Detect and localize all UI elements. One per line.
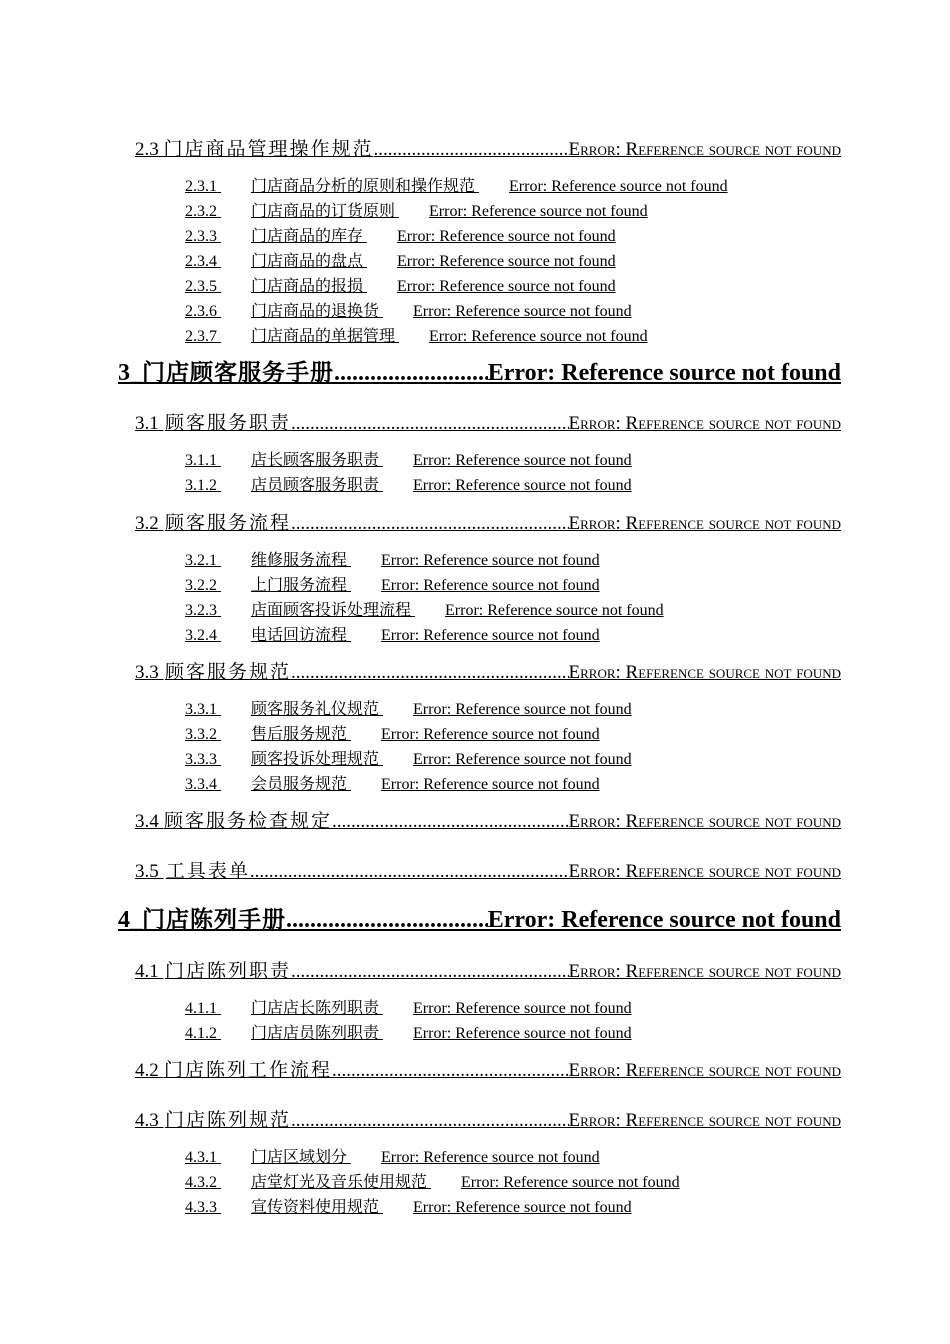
toc-entry-number: 4.3.2 [185, 1174, 217, 1191]
toc-leader [379, 702, 413, 718]
toc-entry-level-3[interactable] [185, 603, 664, 619]
toc-entry-number: 3.3.1 [185, 701, 217, 718]
toc-leader [363, 279, 397, 295]
toc-entry-level-3[interactable] [185, 478, 632, 494]
toc-entry-title: 门店店长陈列职责 [251, 1000, 380, 1017]
toc-entry-level-3[interactable] [185, 777, 600, 793]
toc-entry-reference: Error: Reference source not found [397, 228, 616, 245]
toc-entry-title: 售后服务规范 [251, 726, 348, 743]
toc-leader [347, 727, 381, 743]
toc-number-separator [217, 304, 251, 320]
toc-entry-title: 顾客服务规范 [164, 662, 291, 683]
toc-entry-title: 顾客投诉处理规范 [251, 751, 380, 768]
toc-leader [379, 453, 413, 469]
toc-number-separator [217, 752, 251, 768]
toc-leader [379, 752, 413, 768]
toc-entry-number: 3.3.4 [185, 776, 217, 793]
toc-entry-level-3[interactable] [185, 1150, 600, 1166]
toc-leader [334, 361, 488, 385]
toc-leader [475, 179, 509, 195]
toc-entry-number: 4.2 [135, 1060, 159, 1081]
toc-entry-title: 维修服务流程 [251, 552, 348, 569]
toc-entry-reference: Error: Reference source not found [509, 178, 728, 195]
toc-entry-title: 会员服务规范 [251, 776, 348, 793]
toc-number-separator [217, 204, 251, 220]
toc-entry-title: 门店陈列手册 [142, 907, 286, 932]
toc-entry-level-2[interactable] [135, 414, 841, 433]
toc-entry-title: 顾客服务流程 [164, 513, 291, 534]
toc-leader [291, 414, 569, 433]
toc-entry-level-3[interactable] [185, 553, 600, 569]
toc-entry-title: 门店商品的库存 [251, 228, 364, 245]
toc-entry-reference: Error: Reference source not found [413, 477, 632, 494]
toc-entry-reference: Error: Reference source not found [568, 861, 841, 882]
toc-leader [395, 204, 429, 220]
toc-leader [395, 329, 429, 345]
toc-entry-level-1[interactable] [118, 361, 841, 385]
toc-entry-number: 3.4 [135, 811, 159, 832]
toc-number-separator [159, 862, 166, 881]
toc-leader [363, 254, 397, 270]
toc-leader [347, 578, 381, 594]
toc-entry-number: 4.3.3 [185, 1199, 217, 1216]
toc-entry-level-1[interactable] [118, 908, 841, 932]
toc-leader [291, 962, 569, 981]
toc-entry-title: 店长顾客服务职责 [251, 452, 380, 469]
toc-entry-level-2[interactable] [135, 514, 841, 533]
toc-number-separator [217, 1001, 251, 1017]
toc-entry-number: 3.2.1 [185, 552, 217, 569]
toc-entry-title: 店员顾客服务职责 [251, 477, 380, 494]
toc-entry-title: 顾客服务礼仪规范 [251, 701, 380, 718]
toc-entry-title: 宣传资料使用规范 [251, 1199, 380, 1216]
toc-entry-level-2[interactable] [135, 962, 841, 981]
toc-entry-number: 3.3.2 [185, 726, 217, 743]
toc-entry-title: 顾客服务职责 [164, 413, 291, 434]
toc-entry-title: 门店陈列规范 [164, 1110, 291, 1131]
toc-entry-level-2[interactable] [135, 862, 841, 881]
toc-entry-number: 2.3.5 [185, 278, 217, 295]
toc-number-separator [217, 727, 251, 743]
toc-entry-title: 店堂灯光及音乐使用规范 [251, 1174, 428, 1191]
toc-entry-level-3[interactable] [185, 304, 632, 320]
toc-number-separator [217, 329, 251, 345]
toc-entry-number: 4.3 [135, 1110, 159, 1131]
toc-leader [427, 1175, 461, 1191]
toc-number-separator: _ [130, 907, 142, 933]
toc-number-separator [217, 229, 251, 245]
toc-entry-level-3[interactable] [185, 204, 648, 220]
toc-entry-number: 3.1.2 [185, 477, 217, 494]
toc-leader [291, 514, 569, 533]
toc-entry-number: 4.1.1 [185, 1000, 217, 1017]
toc-number-separator [217, 1026, 251, 1042]
toc-entry-number: 4.3.1 [185, 1149, 217, 1166]
toc-entry-title: 门店陈列职责 [164, 961, 291, 982]
toc-entry-number: 4.1 [135, 961, 159, 982]
toc-entry-level-2[interactable] [135, 1061, 841, 1080]
toc-entry-reference: Error: Reference source not found [487, 360, 841, 386]
toc-entry-level-3[interactable] [185, 578, 600, 594]
toc-number-separator [217, 777, 251, 793]
toc-number-separator [217, 453, 251, 469]
toc-entry-reference: Error: Reference source not found [413, 701, 632, 718]
toc-entry-number: 3.1.1 [185, 452, 217, 469]
toc-entry-level-2[interactable] [135, 1111, 841, 1130]
toc-entry-title: 门店商品的退换货 [251, 303, 380, 320]
toc-entry-reference: Error: Reference source not found [381, 776, 600, 793]
toc-entry-reference: Error: Reference source not found [568, 413, 841, 434]
toc-entry-title: 上门服务流程 [251, 577, 348, 594]
toc-entry-number: 3.1 [135, 413, 159, 434]
toc-entry-reference: Error: Reference source not found [381, 627, 600, 644]
toc-entry-number: 3 [118, 360, 130, 386]
toc-entry-level-2[interactable] [135, 812, 841, 831]
toc-entry-title: 门店商品管理操作规范 [163, 139, 374, 160]
toc-leader [379, 304, 413, 320]
toc-entry-title: 顾客服务检查规定 [164, 811, 333, 832]
toc-entry-reference: Error: Reference source not found [413, 1000, 632, 1017]
toc-entry-reference: Error: Reference source not found [413, 452, 632, 469]
toc-leader [291, 663, 569, 682]
toc-entry-reference: Error: Reference source not found [397, 278, 616, 295]
toc-entry-number: 3.3 [135, 662, 159, 683]
toc-leader [332, 812, 568, 831]
toc-entry-number: 2.3.3 [185, 228, 217, 245]
toc-number-separator [217, 179, 251, 195]
toc-entry-reference: Error: Reference source not found [429, 203, 648, 220]
toc-entry-reference: Error: Reference source not found [381, 726, 600, 743]
toc-entry-level-3[interactable] [185, 254, 616, 270]
toc-entry-title: 工具表单 [165, 861, 250, 882]
toc-leader [379, 1001, 413, 1017]
toc-entry-reference: Error: Reference source not found [568, 1110, 841, 1131]
toc-leader [291, 1111, 569, 1130]
toc-entry-number: 3.3.3 [185, 751, 217, 768]
toc-entry-reference: Error: Reference source not found [568, 139, 841, 160]
toc-entry-level-3[interactable] [185, 752, 632, 768]
toc-entry-number: 2.3.1 [185, 178, 217, 195]
toc-entry-number: 3.2 [135, 513, 159, 534]
toc-entry-number: 2.3.7 [185, 328, 217, 345]
toc-entry-level-3[interactable] [185, 229, 616, 245]
toc-entry-title: 门店商品的盘点 [251, 253, 364, 270]
toc-entry-title: 门店顾客服务手册 [142, 360, 334, 385]
toc-entry-level-3[interactable] [185, 279, 616, 295]
toc-entry-number: 4 [118, 907, 130, 933]
toc-entry-level-3[interactable] [185, 329, 648, 345]
toc-entry-reference: Error: Reference source not found [568, 961, 841, 982]
toc-leader [347, 553, 381, 569]
toc-entry-reference: Error: Reference source not found [413, 1025, 632, 1042]
toc-entry-title: 门店商品的单据管理 [251, 328, 396, 345]
toc-number-separator [217, 279, 251, 295]
toc-number-separator: _ [130, 360, 142, 386]
toc-number-separator [217, 478, 251, 494]
toc-entry-level-3[interactable] [185, 453, 632, 469]
toc-entry-title: 门店陈列工作流程 [164, 1060, 333, 1081]
toc-leader [374, 140, 569, 159]
toc-entry-number: 2.3.6 [185, 303, 217, 320]
toc-number-separator [217, 702, 251, 718]
toc-number-separator [217, 254, 251, 270]
toc-entry-level-3[interactable] [185, 1026, 632, 1042]
toc-leader [250, 862, 569, 881]
toc-leader [379, 1026, 413, 1042]
toc-entry-number: 2.3.2 [185, 203, 217, 220]
toc-entry-level-3[interactable] [185, 1175, 680, 1191]
toc-leader [347, 777, 381, 793]
toc-entry-reference: Error: Reference source not found [413, 1199, 632, 1216]
toc-entry-level-3[interactable] [185, 1200, 632, 1216]
toc-entry-title: 店面顾客投诉处理流程 [251, 602, 412, 619]
toc-number-separator [217, 553, 251, 569]
toc-leader [379, 478, 413, 494]
toc-entry-level-2[interactable] [135, 140, 841, 159]
toc-entry-title: 门店商品的报损 [251, 278, 364, 295]
toc-entry-number: 3.2.4 [185, 627, 217, 644]
toc-entry-level-3[interactable] [185, 628, 600, 644]
toc-leader [363, 229, 397, 245]
toc-entry-title: 门店区域划分 [251, 1149, 348, 1166]
toc-number-separator [217, 1150, 251, 1166]
toc-entry-reference: Error: Reference source not found [381, 552, 600, 569]
toc-number-separator [217, 1175, 251, 1191]
toc-entry-number: 2.3.4 [185, 253, 217, 270]
toc-entry-title: 门店商品的订货原则 [251, 203, 396, 220]
toc-leader [286, 908, 488, 932]
toc-leader [347, 628, 381, 644]
toc-entry-number: 3.2.3 [185, 602, 217, 619]
toc-entry-reference: Error: Reference source not found [487, 907, 841, 933]
toc-entry-title: 门店商品分析的原则和操作规范 [251, 178, 476, 195]
toc-entry-level-3[interactable] [185, 1001, 632, 1017]
toc-entry-reference: Error: Reference source not found [568, 811, 841, 832]
toc-entry-reference: Error: Reference source not found [568, 662, 841, 683]
toc-entry-reference: Error: Reference source not found [568, 513, 841, 534]
toc-entry-level-3[interactable] [185, 702, 632, 718]
toc-leader [332, 1061, 568, 1080]
toc-entry-reference: Error: Reference source not found [461, 1174, 680, 1191]
toc-entry-number: 3.5 [135, 861, 159, 882]
toc-leader [379, 1200, 413, 1216]
toc-entry-reference: Error: Reference source not found [381, 577, 600, 594]
toc-entry-reference: Error: Reference source not found [568, 1060, 841, 1081]
toc-number-separator [217, 603, 251, 619]
toc-entry-level-3[interactable] [185, 179, 728, 195]
toc-entry-level-3[interactable] [185, 727, 600, 743]
toc-leader [411, 603, 445, 619]
toc-entry-reference: Error: Reference source not found [429, 328, 648, 345]
toc-entry-title: 电话回访流程 [251, 627, 348, 644]
toc-entry-number: 2.3 [135, 139, 159, 160]
toc-number-separator [217, 628, 251, 644]
toc-entry-reference: Error: Reference source not found [397, 253, 616, 270]
toc-entry-reference: Error: Reference source not found [413, 751, 632, 768]
toc-entry-level-2[interactable] [135, 663, 841, 682]
toc-entry-title: 门店店员陈列职责 [251, 1025, 380, 1042]
toc-entry-reference: Error: Reference source not found [381, 1149, 600, 1166]
toc-entry-number: 3.2.2 [185, 577, 217, 594]
toc-number-separator [217, 1200, 251, 1216]
toc-leader [347, 1150, 381, 1166]
toc-number-separator [217, 578, 251, 594]
toc-entry-reference: Error: Reference source not found [413, 303, 632, 320]
toc-entry-reference: Error: Reference source not found [445, 602, 664, 619]
toc-entry-number: 4.1.2 [185, 1025, 217, 1042]
